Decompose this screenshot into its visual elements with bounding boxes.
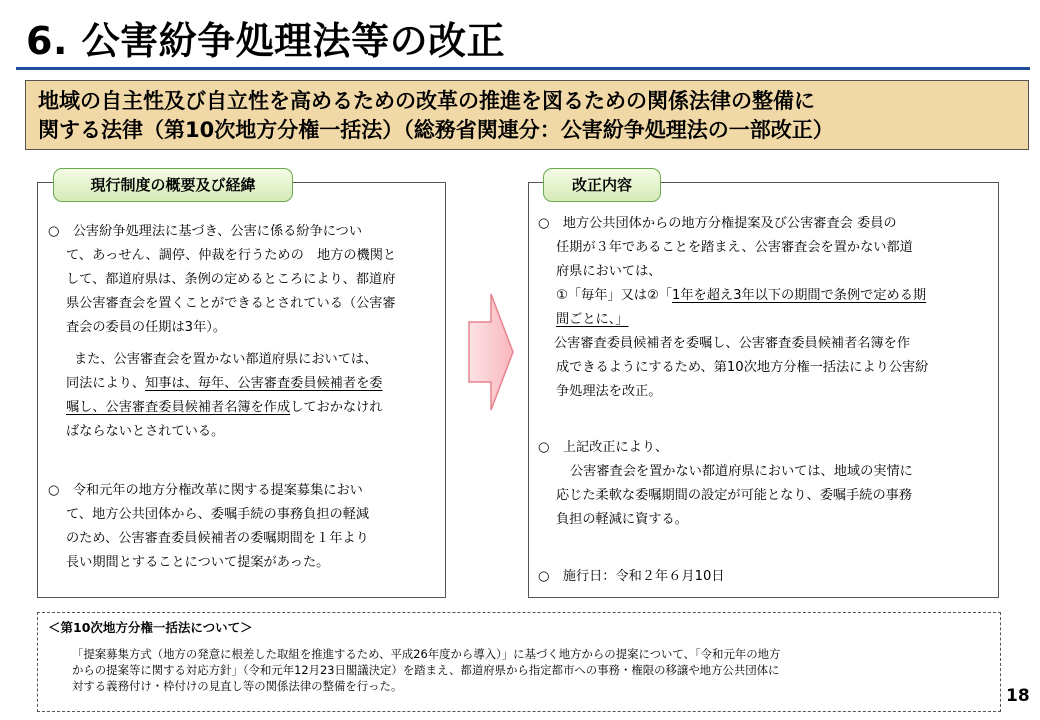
left-p2-text: しておかなけれ: [290, 400, 383, 415]
right-arrow-icon: [467, 292, 515, 412]
title-underline: [16, 67, 1030, 70]
right-p1b-line: 成できるようにするため、第10次地方分権一括法により公害紛: [556, 360, 929, 375]
left-p1-line: て、あっせん、調停、仲裁を行うための 地方の機関と: [66, 248, 397, 263]
subtitle-line-2: 関する法律（第10次地方分権一括法）（総務省関連分：公害紛争処理法の一部改正）: [38, 118, 834, 142]
right-p2-line: 応じた柔軟な委嘱期間の設定が可能となり、委嘱手続の事務: [556, 488, 913, 503]
page-number: 18: [1006, 686, 1030, 706]
revision-tag: 改正内容: [543, 168, 661, 202]
note-line: からの提案等に関する対応方針」（令和元年12月23日閣議決定）を踏まえ、都道府県から指定都市への事務・権限の移譲や地方公共団体に: [72, 663, 780, 677]
current-system-tag: 現行制度の概要及び経緯: [53, 168, 293, 202]
left-p2-line: また、公害審査会を置かない都道府県においては、: [74, 352, 378, 367]
right-p2-line: 負担の軽減に資する。: [556, 512, 688, 527]
left-paragraph-1: [48, 220, 396, 340]
right-option-underlined: 1年を超え3年以下の期間で条例で定める期: [671, 288, 927, 303]
left-paragraph-3: [48, 479, 369, 575]
right-option-text: ①「毎年」又は②「: [556, 288, 672, 303]
note-line: 対する義務付け・枠付けの見直し等の関係法律の整備を行った。: [72, 679, 403, 693]
right-p1-line: 任期が３年であることを踏まえ、公害審査会を置かない都道: [556, 240, 913, 255]
right-enforcement-date: ○ 施行日：令和２年６月10日: [538, 569, 725, 584]
right-paragraph-2: [538, 436, 913, 532]
right-option-underlined: 間ごとに、」: [556, 312, 629, 327]
right-p2-line: 公害審査会を置かない都道府県においては、地域の実情に: [570, 464, 913, 479]
subtitle-line-1: 地域の自主性及び自立性を高めるための改革の推進を図るための関係法律の整備に: [38, 89, 815, 113]
left-p2-line: [66, 372, 383, 396]
right-paragraph-1: [538, 212, 928, 404]
right-p1b-line: 公害審査委員候補者を委嘱し、公害審査委員候補者名簿を作: [554, 336, 911, 351]
left-p3-line: のため、公害審査委員候補者の委嘱期間を１年より: [66, 531, 369, 546]
right-p1-line: ○ 地方公共団体からの地方分権提案及び公害審査会 委員の: [538, 216, 897, 231]
left-p3-line: 長い期間とすることについて提案があった。: [66, 555, 330, 570]
left-p2-line: [66, 396, 383, 420]
left-p2-underlined: 知事は、毎年、公害審査委員候補者を委: [145, 376, 383, 391]
left-p1-line: 査会の委員の任期は3年）。: [66, 320, 227, 335]
left-p1-line: ○ 公害紛争処理法に基づき、公害に係る紛争につい: [48, 224, 363, 239]
page-title: 6. 公害紛争処理法等の改正: [26, 19, 506, 63]
right-option-line: [538, 308, 928, 332]
note-line: 「提案募集方式（地方の発意に根差した取組を推進するため、平成26年度から導入）」に基づく地方からの提案について、「令和元年の地方: [72, 647, 781, 661]
left-p2-underlined: 嘱し、公害審査委員候補者名簿を作成: [66, 400, 291, 415]
left-p1-line: して、都道府県は、条例の定めるところにより、都道府: [66, 272, 396, 287]
right-p2-line: ○ 上記改正により、: [538, 440, 669, 455]
left-p2-text: 同法により、: [66, 376, 146, 391]
left-p3-line: て、地方公共団体から、委嘱手続の事務負担の軽減: [66, 507, 370, 522]
right-option-line: [538, 284, 928, 308]
subtitle-banner: [25, 80, 1029, 150]
left-paragraph-2: [66, 348, 383, 444]
left-p1-line: 県公害審査会を置くことができるとされている（公害審: [66, 296, 396, 311]
right-p1-line: 府県においては、: [556, 264, 662, 279]
right-p1b-line: 争処理法を改正。: [556, 384, 662, 399]
left-p2-line: ばならないとされている。: [66, 424, 225, 439]
note-title: ＜第10次地方分権一括法について＞: [48, 620, 253, 635]
left-p3-line: ○ 令和元年の地方分権改革に関する提案募集におい: [48, 483, 363, 498]
